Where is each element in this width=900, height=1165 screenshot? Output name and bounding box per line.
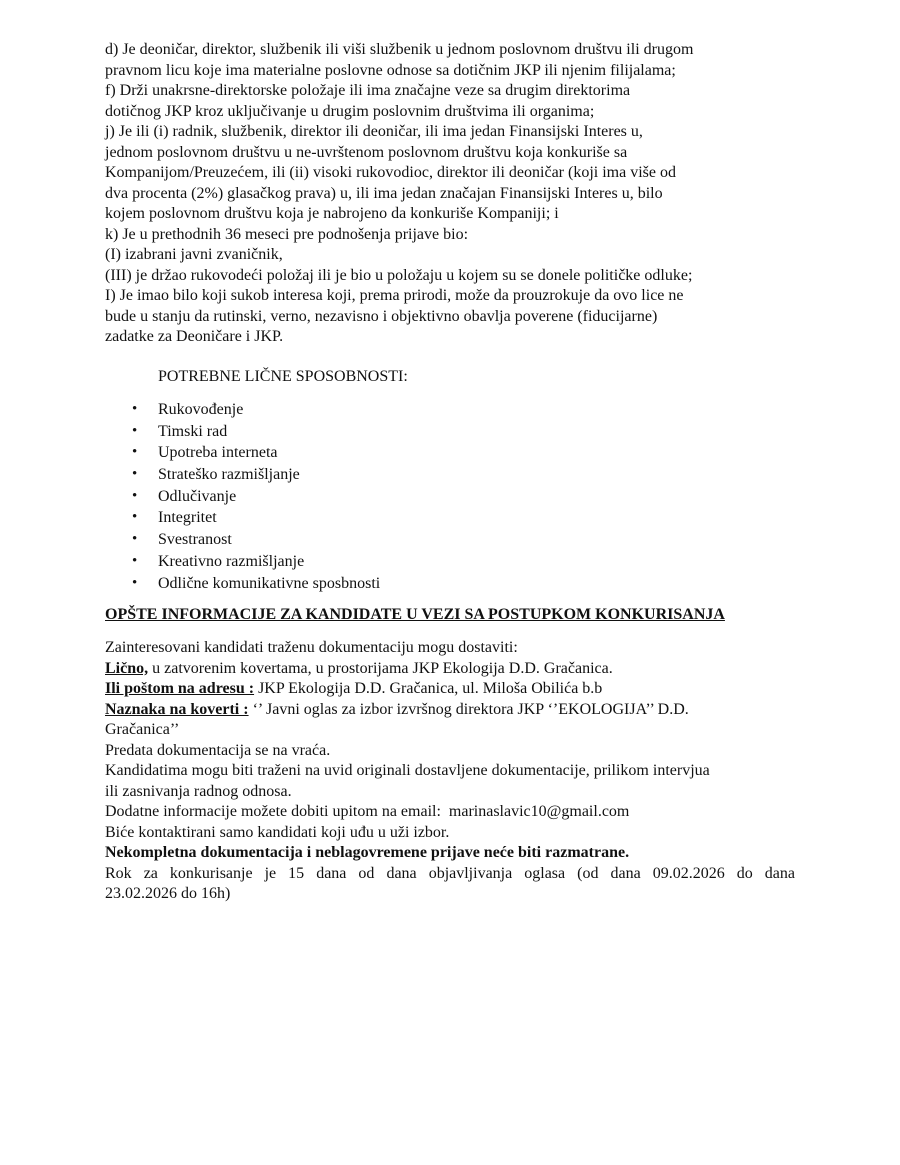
criteria-line: d) Je deoničar, direktor, službenik ili viši službenik u jednom poslovnom društvu ili drugom (105, 41, 694, 58)
skill-label: Kreativno razmišljanje (158, 552, 305, 570)
bullet-icon: • (132, 509, 138, 526)
criteria-line: (III) je držao rukovodeći položaj ili je bio u položaju u kojem su se donele političke odluke; (105, 266, 693, 284)
criteria-line: kojem poslovnom društvu koja je nabrojeno da konkuriše Kompaniji; i (105, 205, 559, 222)
bullet-icon: • (132, 552, 138, 569)
email-link[interactable]: marinaslavic10@gmail.com (448, 803, 630, 820)
criteria-line: dotičnog JKP kroz uključivanje u drugim poslovnim društvima ili organima; (105, 102, 595, 120)
info-section (105, 638, 795, 905)
criteria-line: pravnom licu koje ima materialne poslovne odnose sa dotičnim JKP ili njenim filijalama; (105, 61, 676, 79)
criteria-line: k) Je u prethodnih 36 meseci pre podnošenja prijave bio: (105, 225, 469, 243)
info-originali: Kandidatima mogu biti traženi na uvid originali dostavljene dokumentacije, prilikom intervjua (105, 762, 710, 779)
naznaka-label: Naznaka na koverti : (105, 700, 249, 718)
info-dodatne (105, 802, 795, 823)
info-rok: Rok za konkurisanje je 15 dana od dana objavljivanja oglasa (od dana 09.02.2026 do dana (105, 864, 795, 882)
criteria-line: (I) izabrani javni zvaničnik, (105, 246, 283, 263)
bullet-icon: • (132, 487, 138, 504)
criteria-line: f) Drži unakrsne-direktorske položaje ili ima značajne veze sa drugim direktorima (105, 82, 631, 99)
info-naznaka (105, 700, 795, 721)
bullet-icon: • (132, 401, 138, 417)
skill-label: Rukovođenje (158, 401, 244, 418)
skills-list (105, 399, 380, 594)
list-item (105, 529, 380, 551)
skill-label: Timski rad (158, 422, 228, 440)
info-rok-cont: 23.02.2026 do 16h) (105, 885, 231, 902)
list-item (105, 421, 380, 443)
info-predata: Predata dokumentacija se na vraća. (105, 741, 331, 759)
skill-label: Odlične komunikativne sposbnosti (158, 574, 381, 592)
list-item (105, 507, 380, 529)
info-nekompletna: Nekompletna dokumentacija i neblagovremene prijave neće biti razmatrane. (105, 844, 630, 861)
list-item (105, 486, 380, 508)
list-item (105, 573, 380, 595)
bullet-icon: • (132, 531, 138, 548)
info-posta (105, 679, 795, 700)
criteria-line: I) Je imao bilo koji sukob interesa koji, prema prirodi, može da prouzrokuje da ovo lice ne (105, 287, 684, 304)
skill-label: Odlučivanje (158, 487, 237, 505)
dodatne-label: Dodatne informacije možete dobiti upitom na email: (105, 803, 441, 820)
info-intro: Zainteresovani kandidati traženu dokumentaciju mogu dostaviti: (105, 639, 518, 656)
posta-label: Ili poštom na adresu : (105, 680, 255, 697)
criteria-line: Kompanijom/Preuzećem, ili (ii) visoki rukovodioc, direktor ili deoničar (koji ima više od (105, 164, 676, 181)
skill-label: Strateško razmišljanje (158, 466, 300, 484)
list-item (105, 551, 380, 573)
posta-text: JKP Ekologija D.D. Gračanica, ul. Miloša Obilića b.b (254, 680, 603, 697)
bullet-icon: • (132, 422, 138, 439)
licno-label: Lično, (105, 659, 149, 677)
criteria-line: jednom poslovnom društvu u ne-uvrštenom poslovnom društvu koja konkuriše sa (105, 143, 628, 161)
info-heading: OPŠTE INFORMACIJE ZA KANDIDATE U VEZI SA POSTUPKOM KONKURISANJA (105, 606, 725, 623)
list-item (105, 464, 380, 486)
list-item (105, 399, 380, 421)
bullet-icon: • (132, 444, 138, 461)
skills-heading: POTREBNE LIČNE SPOSOBNOSTI: (158, 368, 408, 385)
info-originali-cont: ili zasnivanja radnog odnosa. (105, 782, 292, 800)
criteria-line: dva procenta (2%) glasačkog prava) u, ili ima jedan značajan Finansijski Interes u, bilo (105, 184, 663, 202)
skill-label: Svestranost (158, 531, 232, 549)
criteria-line: zadatke za Deoničare i JKP. (105, 328, 284, 345)
bullet-icon: • (132, 466, 138, 483)
criteria-line: j) Je ili (i) radnik, službenik, direktor ili deoničar, ili ima jedan Finansijski Interes u, (105, 123, 643, 140)
bullet-icon: • (132, 574, 138, 591)
criteria-section (105, 40, 805, 348)
info-kontakt: Biće kontaktirani samo kandidati koji uđu u uži izbor. (105, 823, 450, 841)
info-licno (105, 659, 795, 680)
licno-text: u zatvorenim kovertama, u prostorijama JKP Ekologija D.D. Gračanica. (148, 659, 613, 677)
info-naznaka-cont: Gračanica’’ (105, 721, 180, 738)
criteria-line: bude u stanju da rutinski, verno, nezavisno i objektivno obavlja poverene (fiducijarne) (105, 307, 658, 325)
naznaka-text: ‘’ Javni oglas za izbor izvršnog direktora JKP ‘’EKOLOGIJA’’ D.D. (248, 700, 689, 718)
list-item (105, 442, 380, 464)
skill-label: Upotreba interneta (158, 444, 278, 462)
skill-label: Integritet (158, 509, 217, 527)
